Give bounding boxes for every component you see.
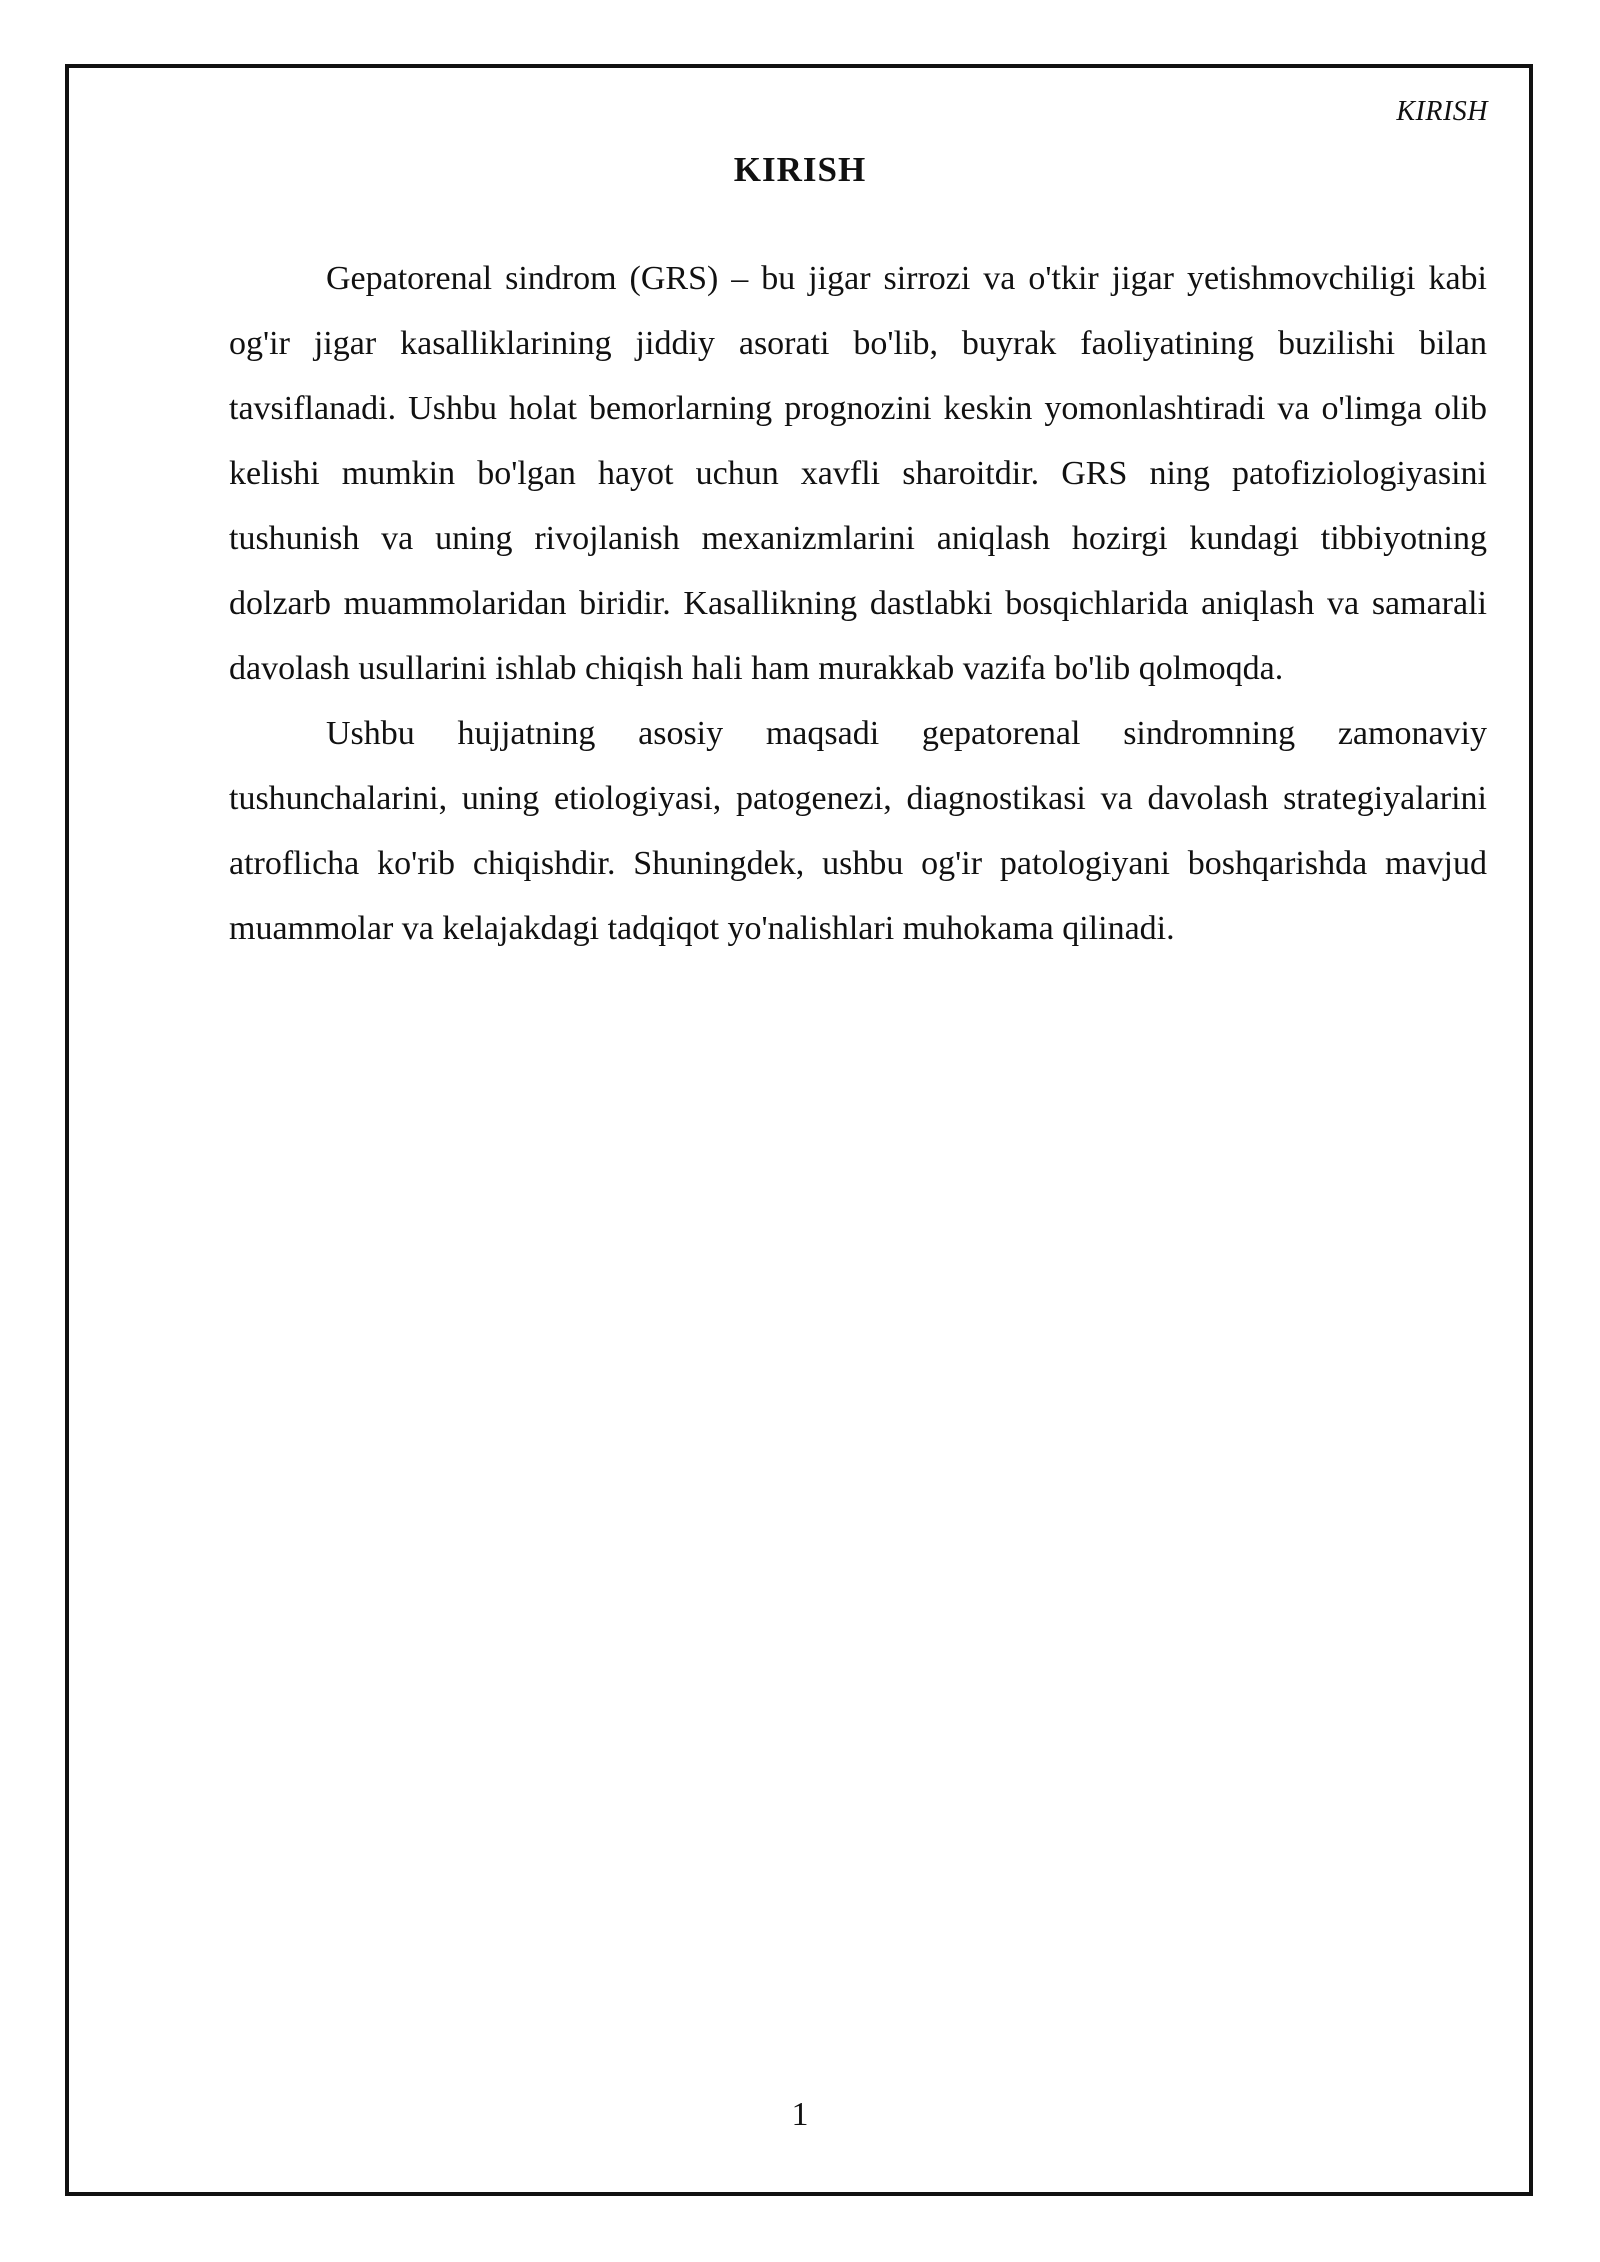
running-header: KIRISH (1396, 96, 1488, 127)
section-title: KIRISH (733, 150, 867, 189)
body-text (229, 246, 1487, 961)
page-number: 1 (791, 2096, 809, 2133)
paragraph-purpose: Ushbu hujjatning asosiy maqsadi gepatorenal sindromning zamonaviy tushunchalarini, uning etiologiyasi, patogenezi, diagnostikasi va davolash strategiyalarini atroflicha ko'rib chiqishdir. Shuningdek, ushbu og'ir patologiyani boshqarishda mavjud muammolar va kelajakdagi tadqiqot yo'nalishlari muhokama qilinadi. (229, 715, 1487, 947)
paragraph-intro: Gepatorenal sindrom (GRS) – bu jigar sirrozi va o'tkir jigar yetishmovchiligi kabi og'ir jigar kasalliklarining jiddiy asorati bo'lib, buyrak faoliyatining buzilishi bilan tavsiflanadi. Ushbu holat bemorlarning prognozini keskin yomonlashtiradi va o'limga olib kelishi mumkin bo'lgan hayot uchun xavfli sharoitdir. GRS ning patofiziologiyasini tushunish va uning rivojlanish mexanizmlarini aniqlash hozirgi kundagi tibbiyotning dolzarb muammolaridan biridir. Kasallikning dastlabki bosqichlarida aniqlash va samarali davolash usullarini ishlab chiqish hali ham murakkab vazifa bo'lib qolmoqda. (229, 260, 1487, 687)
